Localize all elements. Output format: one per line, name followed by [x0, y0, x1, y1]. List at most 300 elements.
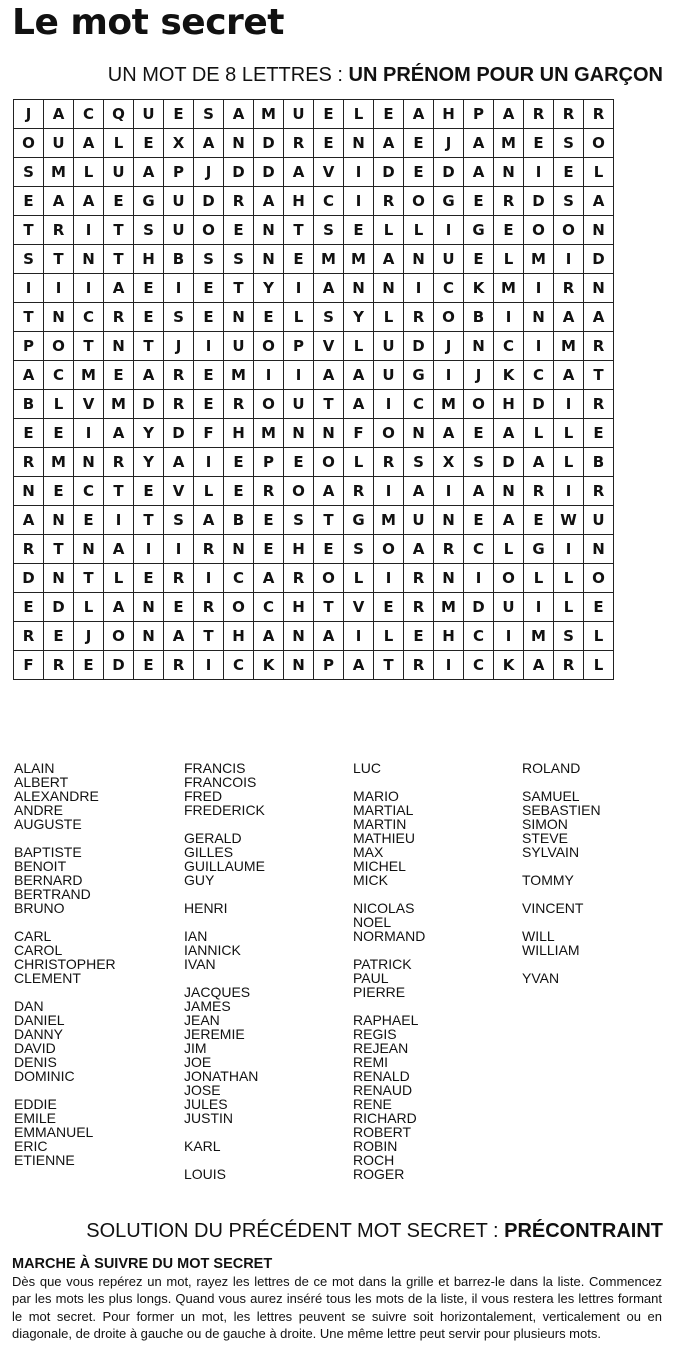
grid-cell[interactable]: R — [104, 303, 134, 332]
grid-cell[interactable]: I — [524, 158, 554, 187]
grid-cell[interactable]: O — [104, 622, 134, 651]
grid-cell[interactable]: Y — [254, 274, 284, 303]
grid-cell[interactable]: H — [434, 622, 464, 651]
grid-cell[interactable]: N — [44, 506, 74, 535]
grid-cell[interactable]: Y — [344, 303, 374, 332]
grid-cell[interactable]: S — [554, 129, 584, 158]
grid-cell[interactable]: U — [374, 332, 404, 361]
grid-cell[interactable]: A — [314, 622, 344, 651]
grid-cell[interactable]: A — [524, 651, 554, 680]
grid-cell[interactable]: I — [554, 535, 584, 564]
grid-cell[interactable]: S — [164, 303, 194, 332]
grid-cell[interactable]: N — [74, 535, 104, 564]
grid-cell[interactable]: M — [374, 506, 404, 535]
grid-cell[interactable]: M — [524, 245, 554, 274]
grid-cell[interactable]: U — [134, 100, 164, 129]
grid-cell[interactable]: U — [434, 245, 464, 274]
grid-cell[interactable]: H — [494, 390, 524, 419]
grid-cell[interactable]: R — [404, 303, 434, 332]
grid-cell[interactable]: L — [494, 245, 524, 274]
grid-cell[interactable]: A — [134, 158, 164, 187]
grid-cell[interactable]: M — [344, 245, 374, 274]
grid-cell[interactable]: I — [44, 274, 74, 303]
grid-cell[interactable]: I — [434, 361, 464, 390]
grid-cell[interactable]: N — [74, 448, 104, 477]
grid-cell[interactable]: O — [224, 593, 254, 622]
grid-cell[interactable]: L — [584, 158, 614, 187]
grid-cell[interactable]: O — [434, 303, 464, 332]
grid-cell[interactable]: I — [524, 332, 554, 361]
grid-cell[interactable]: M — [314, 245, 344, 274]
grid-cell[interactable]: N — [404, 245, 434, 274]
grid-cell[interactable]: A — [344, 651, 374, 680]
grid-cell[interactable]: I — [344, 158, 374, 187]
grid-cell[interactable]: L — [44, 390, 74, 419]
grid-cell[interactable]: S — [134, 216, 164, 245]
grid-cell[interactable]: N — [224, 129, 254, 158]
grid-cell[interactable]: H — [284, 187, 314, 216]
grid-cell[interactable]: H — [434, 100, 464, 129]
grid-cell[interactable]: R — [524, 100, 554, 129]
grid-cell[interactable]: M — [104, 390, 134, 419]
grid-cell[interactable]: A — [104, 419, 134, 448]
grid-cell[interactable]: A — [374, 245, 404, 274]
grid-cell[interactable]: N — [134, 622, 164, 651]
grid-cell[interactable]: C — [434, 274, 464, 303]
grid-cell[interactable]: R — [224, 390, 254, 419]
grid-cell[interactable]: E — [314, 129, 344, 158]
grid-cell[interactable]: J — [194, 158, 224, 187]
grid-cell[interactable]: J — [434, 332, 464, 361]
grid-cell[interactable]: N — [464, 332, 494, 361]
grid-cell[interactable]: F — [344, 419, 374, 448]
grid-cell[interactable]: E — [254, 535, 284, 564]
grid-cell[interactable]: R — [164, 651, 194, 680]
grid-cell[interactable]: A — [194, 506, 224, 535]
grid-cell[interactable]: E — [194, 274, 224, 303]
grid-cell[interactable]: N — [224, 303, 254, 332]
grid-cell[interactable]: R — [494, 187, 524, 216]
grid-cell[interactable]: O — [44, 332, 74, 361]
grid-cell[interactable]: C — [494, 332, 524, 361]
grid-cell[interactable]: I — [464, 564, 494, 593]
grid-cell[interactable]: E — [14, 419, 44, 448]
grid-cell[interactable]: L — [494, 535, 524, 564]
grid-cell[interactable]: S — [194, 245, 224, 274]
grid-cell[interactable]: N — [134, 593, 164, 622]
grid-cell[interactable]: A — [254, 564, 284, 593]
grid-cell[interactable]: T — [314, 593, 344, 622]
grid-cell[interactable]: V — [314, 158, 344, 187]
grid-cell[interactable]: M — [434, 390, 464, 419]
grid-cell[interactable]: O — [254, 390, 284, 419]
grid-cell[interactable]: C — [74, 477, 104, 506]
grid-cell[interactable]: P — [314, 651, 344, 680]
grid-cell[interactable]: O — [464, 390, 494, 419]
grid-cell[interactable]: I — [374, 390, 404, 419]
grid-cell[interactable]: R — [374, 187, 404, 216]
grid-cell[interactable]: T — [584, 361, 614, 390]
grid-cell[interactable]: R — [104, 448, 134, 477]
grid-cell[interactable]: M — [494, 274, 524, 303]
grid-cell[interactable]: R — [554, 274, 584, 303]
grid-cell[interactable]: I — [14, 274, 44, 303]
grid-cell[interactable]: T — [74, 564, 104, 593]
grid-cell[interactable]: U — [404, 506, 434, 535]
grid-cell[interactable]: D — [524, 390, 554, 419]
grid-cell[interactable]: A — [44, 100, 74, 129]
grid-cell[interactable]: G — [524, 535, 554, 564]
grid-cell[interactable]: S — [554, 622, 584, 651]
grid-cell[interactable]: E — [74, 651, 104, 680]
grid-cell[interactable]: E — [194, 390, 224, 419]
grid-cell[interactable]: A — [254, 187, 284, 216]
grid-cell[interactable]: C — [524, 361, 554, 390]
grid-cell[interactable]: N — [434, 564, 464, 593]
grid-cell[interactable]: O — [374, 419, 404, 448]
grid-cell[interactable]: C — [464, 651, 494, 680]
grid-cell[interactable]: P — [14, 332, 44, 361]
grid-cell[interactable]: P — [164, 158, 194, 187]
grid-cell[interactable]: C — [464, 622, 494, 651]
grid-cell[interactable]: A — [494, 419, 524, 448]
grid-cell[interactable]: A — [134, 361, 164, 390]
grid-cell[interactable]: G — [404, 361, 434, 390]
grid-cell[interactable]: I — [164, 535, 194, 564]
grid-cell[interactable]: R — [404, 651, 434, 680]
grid-cell[interactable]: E — [44, 622, 74, 651]
grid-cell[interactable]: L — [344, 332, 374, 361]
grid-cell[interactable]: I — [404, 274, 434, 303]
grid-cell[interactable]: S — [314, 303, 344, 332]
grid-cell[interactable]: D — [584, 245, 614, 274]
grid-cell[interactable]: O — [314, 448, 344, 477]
grid-cell[interactable]: T — [314, 506, 344, 535]
grid-cell[interactable]: E — [464, 187, 494, 216]
grid-cell[interactable]: N — [404, 419, 434, 448]
grid-cell[interactable]: A — [404, 100, 434, 129]
grid-cell[interactable]: L — [374, 622, 404, 651]
grid-cell[interactable]: M — [254, 419, 284, 448]
grid-cell[interactable]: O — [404, 187, 434, 216]
grid-cell[interactable]: R — [584, 477, 614, 506]
grid-cell[interactable]: E — [584, 593, 614, 622]
grid-cell[interactable]: A — [404, 535, 434, 564]
grid-cell[interactable]: A — [164, 622, 194, 651]
grid-cell[interactable]: I — [284, 274, 314, 303]
grid-cell[interactable]: R — [284, 129, 314, 158]
grid-cell[interactable]: B — [14, 390, 44, 419]
grid-cell[interactable]: R — [194, 535, 224, 564]
grid-cell[interactable]: D — [14, 564, 44, 593]
grid-cell[interactable]: R — [584, 390, 614, 419]
grid-cell[interactable]: L — [524, 564, 554, 593]
grid-cell[interactable]: U — [584, 506, 614, 535]
grid-cell[interactable]: E — [524, 506, 554, 535]
grid-cell[interactable]: N — [584, 274, 614, 303]
grid-cell[interactable]: R — [344, 477, 374, 506]
grid-cell[interactable]: A — [584, 303, 614, 332]
grid-cell[interactable]: L — [524, 419, 554, 448]
grid-cell[interactable]: E — [254, 303, 284, 332]
grid-cell[interactable]: R — [404, 564, 434, 593]
grid-cell[interactable]: E — [404, 622, 434, 651]
grid-cell[interactable]: U — [164, 187, 194, 216]
grid-cell[interactable]: N — [524, 303, 554, 332]
grid-cell[interactable]: L — [554, 593, 584, 622]
grid-cell[interactable]: T — [74, 332, 104, 361]
grid-cell[interactable]: I — [194, 651, 224, 680]
grid-cell[interactable]: A — [194, 129, 224, 158]
grid-cell[interactable]: T — [14, 216, 44, 245]
grid-cell[interactable]: R — [194, 593, 224, 622]
grid-cell[interactable]: D — [404, 332, 434, 361]
grid-cell[interactable]: C — [464, 535, 494, 564]
grid-cell[interactable]: R — [44, 216, 74, 245]
grid-cell[interactable]: O — [374, 535, 404, 564]
grid-cell[interactable]: E — [494, 216, 524, 245]
grid-cell[interactable]: I — [134, 535, 164, 564]
grid-cell[interactable]: D — [464, 593, 494, 622]
grid-cell[interactable]: E — [374, 593, 404, 622]
grid-cell[interactable]: O — [284, 477, 314, 506]
grid-cell[interactable]: N — [344, 129, 374, 158]
grid-cell[interactable]: D — [194, 187, 224, 216]
grid-cell[interactable]: M — [44, 448, 74, 477]
grid-cell[interactable]: V — [164, 477, 194, 506]
grid-cell[interactable]: L — [74, 158, 104, 187]
grid-cell[interactable]: I — [284, 361, 314, 390]
grid-cell[interactable]: I — [554, 245, 584, 274]
grid-cell[interactable]: E — [74, 506, 104, 535]
grid-cell[interactable]: O — [584, 129, 614, 158]
grid-cell[interactable]: E — [164, 100, 194, 129]
grid-cell[interactable]: S — [284, 506, 314, 535]
grid-cell[interactable]: K — [254, 651, 284, 680]
grid-cell[interactable]: M — [494, 129, 524, 158]
grid-cell[interactable]: I — [254, 361, 284, 390]
grid-cell[interactable]: S — [224, 245, 254, 274]
grid-cell[interactable]: I — [74, 274, 104, 303]
grid-cell[interactable]: A — [524, 448, 554, 477]
grid-cell[interactable]: S — [554, 187, 584, 216]
grid-cell[interactable]: C — [74, 303, 104, 332]
grid-cell[interactable]: M — [434, 593, 464, 622]
grid-cell[interactable]: L — [344, 100, 374, 129]
grid-cell[interactable]: I — [104, 506, 134, 535]
grid-cell[interactable]: G — [464, 216, 494, 245]
grid-cell[interactable]: X — [164, 129, 194, 158]
grid-cell[interactable]: D — [254, 129, 284, 158]
grid-cell[interactable]: H — [134, 245, 164, 274]
grid-cell[interactable]: E — [284, 245, 314, 274]
grid-cell[interactable]: F — [194, 419, 224, 448]
grid-cell[interactable]: E — [584, 419, 614, 448]
grid-cell[interactable]: D — [494, 448, 524, 477]
grid-cell[interactable]: D — [44, 593, 74, 622]
grid-cell[interactable]: N — [254, 245, 284, 274]
grid-cell[interactable]: I — [194, 448, 224, 477]
grid-cell[interactable]: O — [14, 129, 44, 158]
grid-cell[interactable]: U — [494, 593, 524, 622]
grid-cell[interactable]: U — [164, 216, 194, 245]
grid-cell[interactable]: V — [74, 390, 104, 419]
grid-cell[interactable]: J — [74, 622, 104, 651]
grid-cell[interactable]: R — [254, 477, 284, 506]
grid-cell[interactable]: T — [44, 535, 74, 564]
grid-cell[interactable]: E — [464, 419, 494, 448]
grid-cell[interactable]: D — [434, 158, 464, 187]
grid-cell[interactable]: R — [14, 622, 44, 651]
grid-cell[interactable]: N — [284, 622, 314, 651]
grid-cell[interactable]: J — [434, 129, 464, 158]
grid-cell[interactable]: L — [554, 419, 584, 448]
grid-cell[interactable]: E — [14, 187, 44, 216]
grid-cell[interactable]: A — [104, 535, 134, 564]
grid-cell[interactable]: H — [284, 535, 314, 564]
grid-cell[interactable]: A — [464, 477, 494, 506]
grid-cell[interactable]: G — [134, 187, 164, 216]
grid-cell[interactable]: E — [344, 216, 374, 245]
grid-cell[interactable]: A — [554, 303, 584, 332]
grid-cell[interactable]: B — [224, 506, 254, 535]
grid-cell[interactable]: A — [314, 361, 344, 390]
grid-cell[interactable]: I — [374, 477, 404, 506]
grid-cell[interactable]: R — [284, 564, 314, 593]
grid-cell[interactable]: A — [314, 477, 344, 506]
grid-cell[interactable]: L — [584, 622, 614, 651]
grid-cell[interactable]: L — [374, 303, 404, 332]
grid-cell[interactable]: C — [314, 187, 344, 216]
grid-cell[interactable]: E — [44, 419, 74, 448]
grid-cell[interactable]: R — [14, 535, 44, 564]
grid-cell[interactable]: O — [524, 216, 554, 245]
grid-cell[interactable]: S — [344, 535, 374, 564]
grid-cell[interactable]: A — [224, 100, 254, 129]
grid-cell[interactable]: K — [464, 274, 494, 303]
grid-cell[interactable]: E — [134, 651, 164, 680]
grid-cell[interactable]: E — [134, 303, 164, 332]
grid-cell[interactable]: A — [14, 361, 44, 390]
grid-cell[interactable]: L — [194, 477, 224, 506]
grid-cell[interactable]: N — [254, 216, 284, 245]
grid-cell[interactable]: C — [254, 593, 284, 622]
grid-cell[interactable]: T — [134, 332, 164, 361]
grid-cell[interactable]: R — [44, 651, 74, 680]
grid-cell[interactable]: J — [164, 332, 194, 361]
grid-cell[interactable]: U — [374, 361, 404, 390]
grid-cell[interactable]: E — [374, 100, 404, 129]
grid-cell[interactable]: N — [374, 274, 404, 303]
grid-cell[interactable]: E — [464, 245, 494, 274]
grid-cell[interactable]: P — [464, 100, 494, 129]
grid-cell[interactable]: I — [164, 274, 194, 303]
grid-cell[interactable]: E — [254, 506, 284, 535]
grid-cell[interactable]: I — [74, 216, 104, 245]
grid-cell[interactable]: D — [524, 187, 554, 216]
grid-cell[interactable]: X — [434, 448, 464, 477]
grid-cell[interactable]: N — [494, 158, 524, 187]
grid-cell[interactable]: S — [404, 448, 434, 477]
grid-cell[interactable]: U — [44, 129, 74, 158]
grid-cell[interactable]: L — [344, 448, 374, 477]
grid-cell[interactable]: O — [584, 564, 614, 593]
grid-cell[interactable]: M — [224, 361, 254, 390]
grid-cell[interactable]: I — [434, 477, 464, 506]
grid-cell[interactable]: E — [404, 129, 434, 158]
grid-cell[interactable]: L — [104, 564, 134, 593]
grid-cell[interactable]: L — [584, 651, 614, 680]
grid-cell[interactable]: G — [434, 187, 464, 216]
grid-cell[interactable]: I — [374, 564, 404, 593]
grid-cell[interactable]: N — [584, 535, 614, 564]
grid-cell[interactable]: A — [464, 129, 494, 158]
grid-cell[interactable]: A — [254, 622, 284, 651]
grid-cell[interactable]: T — [104, 216, 134, 245]
grid-cell[interactable]: R — [584, 332, 614, 361]
grid-cell[interactable]: N — [44, 303, 74, 332]
grid-cell[interactable]: E — [554, 158, 584, 187]
grid-cell[interactable]: R — [164, 390, 194, 419]
grid-cell[interactable]: I — [434, 651, 464, 680]
grid-cell[interactable]: C — [224, 564, 254, 593]
grid-cell[interactable]: I — [524, 593, 554, 622]
grid-cell[interactable]: T — [14, 303, 44, 332]
grid-cell[interactable]: U — [224, 332, 254, 361]
grid-cell[interactable]: E — [194, 361, 224, 390]
grid-cell[interactable]: M — [524, 622, 554, 651]
grid-cell[interactable]: I — [494, 303, 524, 332]
grid-cell[interactable]: I — [434, 216, 464, 245]
grid-cell[interactable]: I — [524, 274, 554, 303]
grid-cell[interactable]: T — [194, 622, 224, 651]
grid-cell[interactable]: E — [284, 448, 314, 477]
grid-cell[interactable]: T — [314, 390, 344, 419]
grid-cell[interactable]: S — [14, 245, 44, 274]
grid-cell[interactable]: R — [584, 100, 614, 129]
grid-cell[interactable]: R — [224, 187, 254, 216]
grid-cell[interactable]: A — [584, 187, 614, 216]
grid-cell[interactable]: A — [104, 274, 134, 303]
grid-cell[interactable]: A — [434, 419, 464, 448]
grid-cell[interactable]: U — [104, 158, 134, 187]
grid-cell[interactable]: Q — [104, 100, 134, 129]
grid-cell[interactable]: R — [404, 593, 434, 622]
grid-cell[interactable]: H — [224, 419, 254, 448]
grid-cell[interactable]: A — [494, 506, 524, 535]
grid-cell[interactable]: E — [14, 593, 44, 622]
grid-cell[interactable]: E — [44, 477, 74, 506]
grid-cell[interactable]: E — [314, 535, 344, 564]
grid-cell[interactable]: E — [134, 477, 164, 506]
grid-cell[interactable]: P — [284, 332, 314, 361]
grid-cell[interactable]: K — [494, 651, 524, 680]
grid-cell[interactable]: L — [74, 593, 104, 622]
grid-cell[interactable]: N — [74, 245, 104, 274]
grid-cell[interactable]: T — [104, 245, 134, 274]
grid-cell[interactable]: R — [164, 361, 194, 390]
grid-cell[interactable]: E — [464, 506, 494, 535]
grid-cell[interactable]: E — [524, 129, 554, 158]
grid-cell[interactable]: E — [164, 593, 194, 622]
grid-cell[interactable]: A — [554, 361, 584, 390]
grid-cell[interactable]: N — [494, 477, 524, 506]
grid-cell[interactable]: I — [344, 622, 374, 651]
grid-cell[interactable]: C — [404, 390, 434, 419]
grid-cell[interactable]: M — [44, 158, 74, 187]
grid-cell[interactable]: R — [524, 477, 554, 506]
grid-cell[interactable]: V — [344, 593, 374, 622]
